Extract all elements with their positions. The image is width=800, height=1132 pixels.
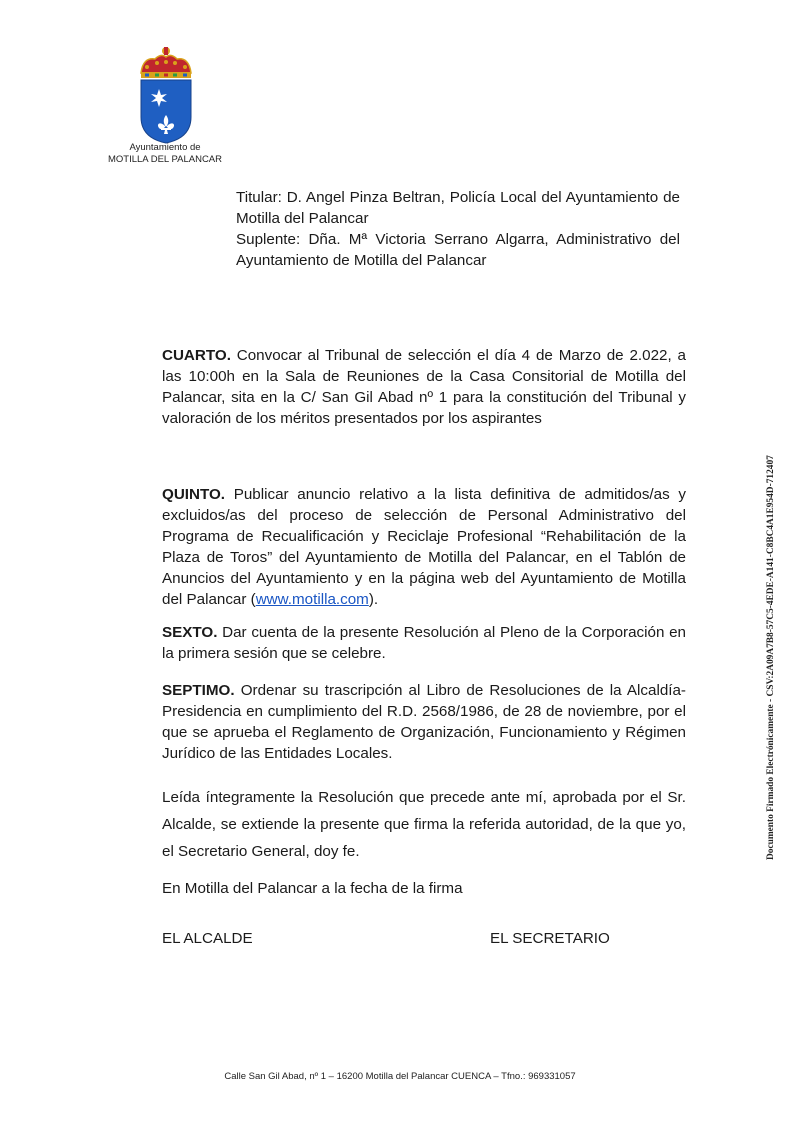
titular-text: Titular: D. Angel Pinza Beltran, Policía Local del Ayuntamiento de Motilla del Palancar [236, 189, 680, 227]
sexto-heading: SEXTO. [162, 624, 218, 641]
website-link[interactable]: www.motilla.com [255, 591, 369, 608]
paragraph-closing [115, 784, 686, 865]
caption-line-2: MOTILLA DEL PALANCAR [107, 154, 223, 165]
paragraph-sexto [115, 622, 686, 664]
tribunal-members [236, 187, 680, 271]
municipality-caption [100, 142, 230, 166]
coat-of-arms-icon [133, 45, 199, 145]
electronic-signature-stamp: Documento Firmado Electrónicamente - CSV:2A09A7B8-57C5-4EDE-A141-C8BC4A1E954D-712407 [766, 455, 776, 860]
cuarto-heading: CUARTO. [162, 347, 231, 364]
paragraph-quinto [115, 484, 686, 610]
signature-secretario: EL SECRETARIO [490, 930, 610, 947]
date-line: En Motilla del Palancar a la fecha de la firma [162, 880, 463, 897]
closing-text: Leída íntegramente la Resolución que precede ante mí, aprobada por el Sr. Alcalde, se extiende la presente que firma la referida autoridad, de la que yo, el Secretario General, doy fe. [162, 789, 686, 860]
paragraph-septimo [115, 680, 686, 764]
cuarto-text: Convocar al Tribunal de selección el día 4 de Marzo de 2.022, a las 10:00h en la Sala de Reuniones de la Casa Consitorial de Motilla del Palancar, sita en la C/ San Gil Abad nº 1 para la constitución del Tribunal y valoración de los méritos presentados por los aspirantes [162, 347, 686, 427]
quinto-tail: ). [368, 591, 379, 608]
septimo-text: Ordenar su trascripción al Libro de Resoluciones de la Alcaldía-Presidencia en cumplimiento del R.D. 2568/1986, de 28 de noviembre, por el que se aprueba el Reglamento de Organización, Funcionamiento y Régimen Jurídico de las Entidades Locales. [162, 682, 686, 762]
caption-line-1: Ayuntamiento de [129, 142, 201, 153]
quinto-heading: QUINTO. [162, 486, 226, 503]
suplente-text: Suplente: Dña. Mª Victoria Serrano Algarra, Administrativo del Ayuntamiento de Motilla del Palancar [236, 231, 680, 269]
sexto-text: Dar cuenta de la presente Resolución al Pleno de la Corporación en la primera sesión que se celebre. [162, 624, 686, 662]
signature-alcalde: EL ALCALDE [162, 930, 253, 947]
footer-address: Calle San Gil Abad, nº 1 – 16200 Motilla del Palancar CUENCA – Tfno.: 969331057 [224, 1071, 576, 1082]
paragraph-cuarto [115, 345, 686, 429]
septimo-heading: SEPTIMO. [162, 682, 235, 699]
quinto-text: Publicar anuncio relativo a la lista definitiva de admitidos/as y excluidos/as del proceso de selección de Personal Administrativo del Programa de Recualificación y Reciclaje Profesional “Rehabilitación de la Plaza de Toros” del Ayuntamiento de Motilla del Palancar, en el Tablón de Anuncios del Ayuntamiento y en la página web del Ayuntamiento de Motilla del Palancar ( [162, 486, 686, 608]
